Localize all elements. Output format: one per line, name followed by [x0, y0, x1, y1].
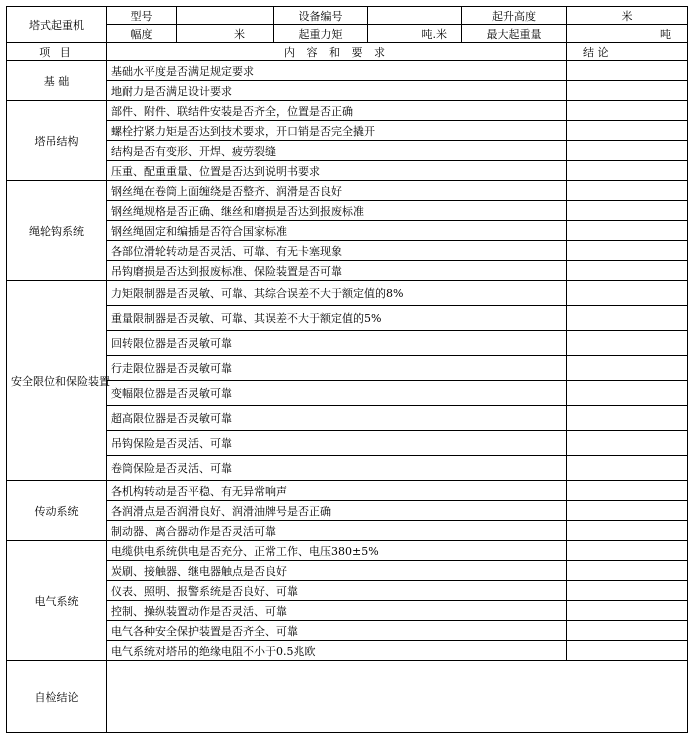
requirement-text: 部件、附件、联结件安装是否齐全，位置是否正确 — [107, 101, 567, 121]
conclusion-cell[interactable] — [567, 481, 688, 501]
requirement-text: 压重、配重重量、位置是否达到说明书要求 — [107, 161, 567, 181]
requirement-text: 电缆供电系统供电是否充分、正常工作、电压380±5% — [107, 541, 567, 561]
check-row — [7, 241, 688, 261]
requirement-text: 力矩限制器是否灵敏、可靠、其综合误差不大于额定值的8% — [107, 281, 567, 306]
check-row — [7, 521, 688, 541]
conclusion-cell[interactable] — [567, 431, 688, 456]
conclusion-cell[interactable] — [567, 561, 688, 581]
top-row-2 — [7, 25, 688, 43]
header-item: 项 目 — [7, 43, 107, 61]
conclusion-cell[interactable] — [567, 221, 688, 241]
requirement-text: 基础水平度是否满足规定要求 — [107, 61, 567, 81]
requirement-text: 地耐力是否满足设计要求 — [107, 81, 567, 101]
category-label: 系 — [62, 224, 73, 238]
conclusion-cell[interactable] — [567, 81, 688, 101]
model-label: 型号 — [107, 7, 177, 25]
equip-number-value-cell[interactable] — [368, 7, 462, 25]
check-row — [7, 281, 688, 306]
form-title: 塔式起重机 — [7, 7, 107, 43]
category-label: 气 — [45, 594, 57, 608]
check-row — [7, 221, 688, 241]
check-row — [7, 431, 688, 456]
check-row — [7, 331, 688, 356]
category-label: 统 — [73, 224, 84, 238]
requirement-text: 各机构转动是否平稳、有无异常响声 — [107, 481, 567, 501]
conclusion-cell[interactable] — [567, 356, 688, 381]
check-row — [7, 481, 688, 501]
category-cell — [7, 61, 107, 101]
conclusion-cell[interactable] — [567, 101, 688, 121]
requirement-text: 螺栓拧紧力矩是否达到技术要求，开口销是否完全撬开 — [107, 121, 567, 141]
check-row — [7, 561, 688, 581]
category-label: 基 础 — [43, 74, 70, 88]
inspection-table — [6, 6, 688, 733]
model-value-cell[interactable] — [177, 7, 274, 25]
requirement-text: 吊钩磨损是否达到报废标准、保险装置是否可靠 — [107, 261, 567, 281]
conclusion-cell[interactable] — [567, 601, 688, 621]
requirement-text: 各部位滑轮转动是否灵活、可靠、有无卡塞现象 — [107, 241, 567, 261]
category-label: 装 — [88, 374, 99, 388]
max-load-unit[interactable]: 吨 — [567, 25, 688, 43]
max-load-label: 最大起重量 — [462, 25, 567, 43]
category-cell — [7, 541, 107, 661]
requirement-text: 回转限位器是否灵敏可靠 — [107, 331, 567, 356]
sections-body — [7, 61, 688, 661]
category-label: 置 — [99, 374, 110, 388]
header-content: 内 容 和 要 求 — [107, 43, 567, 61]
requirement-text: 钢丝绳固定和编插是否符合国家标准 — [107, 221, 567, 241]
category-cell — [7, 281, 110, 481]
moment-label: 起重力矩 — [274, 25, 368, 43]
check-row — [7, 541, 688, 561]
check-row — [7, 621, 688, 641]
requirement-text: 变幅限位器是否灵敏可靠 — [107, 381, 567, 406]
category-label: 统 — [67, 594, 79, 608]
check-row — [7, 406, 688, 431]
requirement-text: 吊钩保险是否灵活、可靠 — [107, 431, 567, 456]
check-row — [7, 261, 688, 281]
category-label: 位 — [44, 374, 55, 388]
check-row — [7, 501, 688, 521]
check-row — [7, 306, 688, 331]
category-label: 和 — [55, 374, 66, 388]
conclusion-cell[interactable] — [567, 121, 688, 141]
category-cell — [7, 481, 107, 541]
conclusion-cell[interactable] — [567, 331, 688, 356]
category-label: 系统 — [56, 504, 79, 518]
check-row — [7, 601, 688, 621]
check-row — [7, 121, 688, 141]
category-label: 电 — [34, 594, 46, 608]
self-check-row — [7, 661, 688, 733]
check-row — [7, 641, 688, 661]
category-label: 吊 — [45, 134, 57, 148]
category-label: 险 — [77, 374, 88, 388]
check-row — [7, 81, 688, 101]
conclusion-cell[interactable] — [567, 306, 688, 331]
requirement-text: 钢丝绳在卷筒上面缠绕是否整齐、润滑是否良好 — [107, 181, 567, 201]
column-header-row — [7, 43, 688, 61]
category-label: 塔 — [34, 134, 46, 148]
radius-label: 幅度 — [107, 25, 177, 43]
conclusion-cell[interactable] — [567, 181, 688, 201]
category-label: 保 — [66, 374, 77, 388]
radius-unit[interactable]: 米 — [177, 25, 274, 43]
moment-unit[interactable]: 吨.米 — [368, 25, 462, 43]
conclusion-cell[interactable] — [567, 406, 688, 431]
category-label: 限 — [33, 374, 44, 388]
requirement-text: 电气各种安全保护装置是否齐全、可靠 — [107, 621, 567, 641]
check-row — [7, 61, 688, 81]
check-row — [7, 201, 688, 221]
check-row — [7, 141, 688, 161]
conclusion-cell[interactable] — [567, 541, 688, 561]
requirement-text: 控制、操纵装置动作是否灵活、可靠 — [107, 601, 567, 621]
conclusion-cell[interactable] — [567, 241, 688, 261]
self-check-value[interactable] — [107, 661, 688, 733]
check-row — [7, 581, 688, 601]
conclusion-cell[interactable] — [567, 201, 688, 221]
conclusion-cell[interactable] — [567, 456, 688, 481]
lift-height-unit[interactable]: 米 — [567, 7, 688, 25]
conclusion-cell[interactable] — [567, 621, 688, 641]
conclusion-cell[interactable] — [567, 501, 688, 521]
requirement-text: 钢丝绳规格是否正确、继丝和磨损是否达到报废标准 — [107, 201, 567, 221]
requirement-text: 结构是否有变形、开焊、疲劳裂缝 — [107, 141, 567, 161]
requirement-text: 超高限位器是否灵敏可靠 — [107, 406, 567, 431]
category-cell — [7, 101, 107, 181]
requirement-text: 电气系统对塔吊的绝缘电阻不小于0.5兆欧 — [107, 641, 567, 661]
self-check-label: 自检结论 — [7, 661, 107, 733]
top-row-1 — [7, 7, 688, 25]
category-label: 轮 — [40, 224, 51, 238]
equip-number-label: 设备编号 — [274, 7, 368, 25]
conclusion-cell[interactable] — [567, 141, 688, 161]
category-label: 钩 — [51, 224, 62, 238]
conclusion-cell[interactable] — [567, 381, 688, 406]
conclusion-cell[interactable] — [567, 281, 688, 306]
category-label: 传动 — [34, 504, 57, 518]
category-label: 全 — [22, 374, 33, 388]
requirement-text: 行走限位器是否灵敏可靠 — [107, 356, 567, 381]
conclusion-cell[interactable] — [567, 161, 688, 181]
requirement-text: 制动器、离合器动作是否灵活可靠 — [107, 521, 567, 541]
category-label: 绳 — [29, 224, 40, 238]
check-row — [7, 161, 688, 181]
requirement-text: 重量限制器是否灵敏、可靠、其误差不大于额定值的5% — [107, 306, 567, 331]
requirement-text: 卷筒保险是否灵活、可靠 — [107, 456, 567, 481]
conclusion-cell[interactable] — [567, 641, 688, 661]
conclusion-cell[interactable] — [567, 581, 688, 601]
lift-height-label: 起升高度 — [462, 7, 567, 25]
category-label: 构 — [67, 134, 79, 148]
requirement-text: 各润滑点是否润滑良好、润滑油牌号是否正确 — [107, 501, 567, 521]
header-conclusion: 结 论 — [567, 43, 688, 61]
requirement-text: 仪表、照明、报警系统是否良好、可靠 — [107, 581, 567, 601]
check-row — [7, 181, 688, 201]
category-label: 安 — [11, 374, 22, 388]
conclusion-cell[interactable] — [567, 521, 688, 541]
conclusion-cell[interactable] — [567, 61, 688, 81]
category-label: 系 — [56, 594, 68, 608]
requirement-text: 炭刷、接触器、继电器触点是否良好 — [107, 561, 567, 581]
check-row — [7, 101, 688, 121]
category-label: 结 — [56, 134, 68, 148]
check-row — [7, 456, 688, 481]
category-cell — [7, 181, 107, 281]
conclusion-cell[interactable] — [567, 261, 688, 281]
